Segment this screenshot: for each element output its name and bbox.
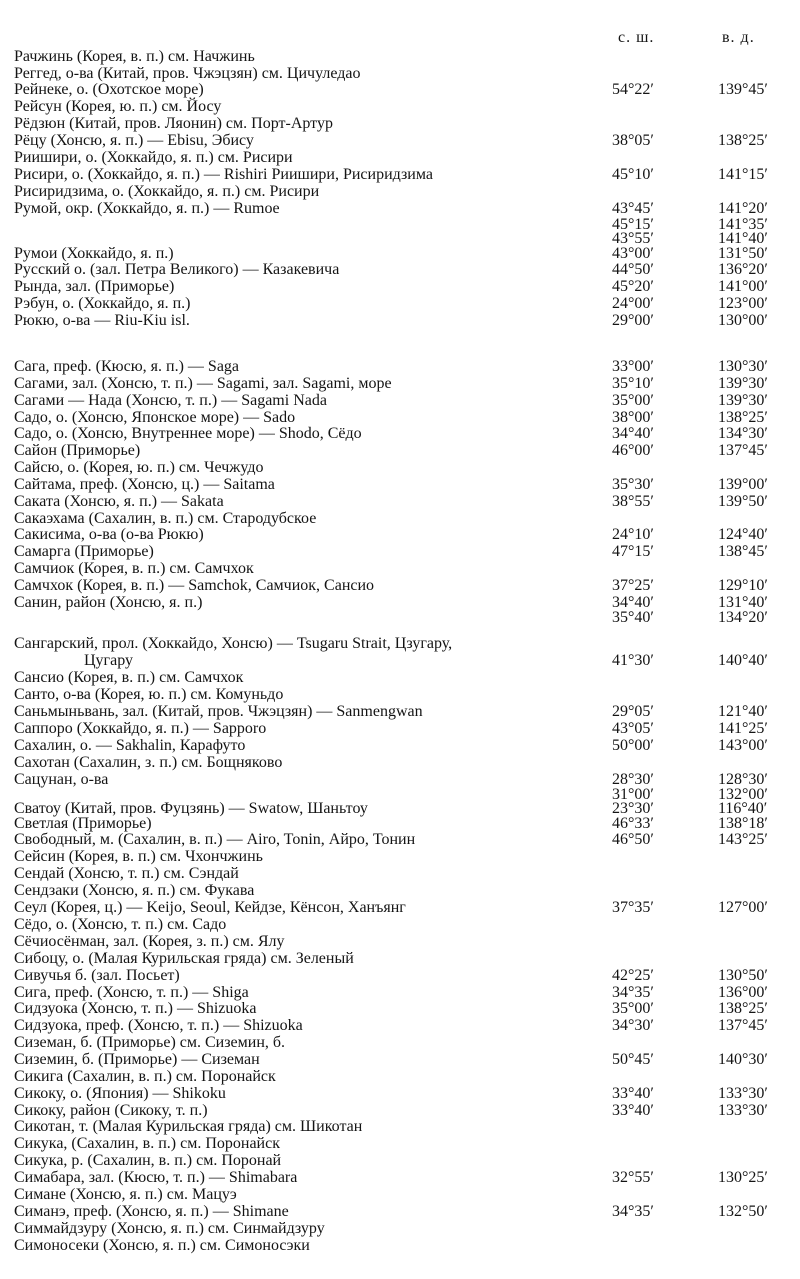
- entry-longitude: 134°20′: [718, 609, 768, 626]
- entry-longitude: 136°20′: [718, 261, 768, 278]
- entry-name: Симабара, зал. (Кюсю, т. п.) — Shimabara: [14, 1169, 298, 1186]
- gazetteer-entry: [0, 1085, 800, 1103]
- entry-latitude: 29°05′: [612, 703, 654, 720]
- entry-longitude: 131°50′: [718, 245, 768, 262]
- entry-latitude: 47°15′: [612, 543, 654, 560]
- gazetteer-entry: [0, 967, 800, 985]
- entry-latitude: 37°35′: [612, 899, 654, 916]
- gazetteer-entry: [0, 1051, 800, 1069]
- entry-longitude: 138°18′: [718, 815, 768, 832]
- gazetteer-entry: [0, 312, 800, 330]
- gazetteer-entry: [0, 1034, 800, 1052]
- entry-longitude: 130°25′: [718, 1169, 768, 1186]
- entry-name: Саппоро (Хоккайдо, я. п.) — Sapporo: [14, 720, 267, 737]
- entry-name: Сикотан, т. (Малая Курильская гряда) см. Шикотан: [14, 1118, 363, 1135]
- entry-latitude: 38°00′: [612, 409, 654, 426]
- gazetteer-entry: [0, 831, 800, 849]
- entry-longitude: 139°45′: [718, 81, 768, 98]
- entry-latitude: 46°33′: [612, 815, 654, 832]
- entry-name: Садо, о. (Хонсю, Японское море) — Sado: [14, 409, 296, 426]
- entry-name: Риишири, о. (Хоккайдо, я. п.) см. Рисири: [14, 149, 293, 166]
- entry-name: Светлая (Приморье): [14, 815, 152, 832]
- gazetteer-entry: [0, 442, 800, 460]
- entry-name: Сикига (Сахалин, в. п.) см. Поронайск: [14, 1068, 276, 1085]
- entry-longitude: 139°00′: [718, 476, 768, 493]
- entry-name: Сагами, зал. (Хонсю, т. п.) — Sagami, зал. Sagami, море: [14, 375, 392, 392]
- entry-latitude: 32°55′: [612, 1169, 654, 1186]
- entry-name: Рисири, о. (Хоккайдо, я. п.) — Rishiri Риишири, Рисиридзима: [14, 166, 433, 183]
- entry-longitude: 141°20′: [718, 200, 768, 217]
- entry-name: Симмайдзуру (Хонсю, я. п.) см. Синмайдзуру: [14, 1220, 325, 1237]
- entry-latitude: 41°30′: [612, 652, 654, 669]
- gazetteer-entry: [0, 115, 800, 133]
- entry-longitude: 138°25′: [718, 409, 768, 426]
- entry-longitude: 137°45′: [718, 1017, 768, 1034]
- gazetteer-entry: [0, 358, 800, 376]
- entry-latitude: 34°40′: [612, 594, 654, 611]
- entry-name: Рэбун, о. (Хоккайдо, я. п.): [14, 295, 191, 312]
- entry-longitude: 139°50′: [718, 493, 768, 510]
- entry-name: Сикоку, о. (Япония) — Shikoku: [14, 1085, 226, 1102]
- entry-name: Сиземан, б. (Приморье) см. Сиземин, б.: [14, 1034, 286, 1051]
- gazetteer-entry: [0, 933, 800, 951]
- entry-name: Реггед, о-ва (Китай, пров. Чжэцзян) см. Цичуледао: [14, 65, 361, 82]
- entry-longitude: 133°30′: [718, 1102, 768, 1119]
- entry-latitude: 38°55′: [612, 493, 654, 510]
- entry-longitude: 138°25′: [718, 132, 768, 149]
- entry-latitude: 35°10′: [612, 375, 654, 392]
- latitude-header: с. ш.: [618, 29, 655, 46]
- entry-name: Сайон (Приморье): [14, 442, 141, 459]
- entry-latitude: 29°00′: [612, 312, 654, 329]
- entry-longitude: 129°10′: [718, 577, 768, 594]
- gazetteer-entry: [0, 1169, 800, 1187]
- gazetteer-entry: [0, 1237, 800, 1255]
- entry-longitude: 136°00′: [718, 984, 768, 1001]
- gazetteer-entry: [0, 1068, 800, 1086]
- entry-longitude: 138°45′: [718, 543, 768, 560]
- gazetteer-entry: [0, 493, 800, 511]
- gazetteer-entry: [0, 295, 800, 313]
- gazetteer-entry: [0, 652, 800, 670]
- gazetteer-entry: [0, 476, 800, 494]
- entry-name: Рёдзюн (Китай, пров. Ляонин) см. Порт-Артур: [14, 115, 333, 132]
- gazetteer-entry: [0, 98, 800, 116]
- entry-longitude: 141°15′: [718, 166, 768, 183]
- gazetteer-entry: [0, 1220, 800, 1238]
- entry-name: Сиземин, б. (Приморье) — Сиземан: [14, 1051, 260, 1068]
- gazetteer-entry: [0, 543, 800, 561]
- entry-longitude: 128°30′: [718, 771, 768, 788]
- gazetteer-entry: [0, 1186, 800, 1204]
- entry-latitude: 35°40′: [612, 609, 654, 626]
- entry-longitude: 134°30′: [718, 425, 768, 442]
- entry-latitude: 43°45′: [612, 200, 654, 217]
- entry-latitude: 43°05′: [612, 720, 654, 737]
- entry-name: Сага, преф. (Кюсю, я. п.) — Saga: [14, 358, 240, 375]
- entry-longitude: 139°30′: [718, 375, 768, 392]
- entry-name: Симане (Хонсю, я. п.) см. Мацуэ: [14, 1186, 237, 1203]
- gazetteer-entry: [0, 950, 800, 968]
- gazetteer-entry: [0, 425, 800, 443]
- entry-latitude: 35°30′: [612, 476, 654, 493]
- entry-name: Сайтама, преф. (Хонсю, ц.) — Saitama: [14, 476, 275, 493]
- entry-latitude: 37°25′: [612, 577, 654, 594]
- entry-latitude: 50°00′: [612, 737, 654, 754]
- entry-name: Сайсю, о. (Корея, ю. п.) см. Чечжудо: [14, 459, 264, 476]
- entry-name: Румои (Хоккайдо, я. п.): [14, 245, 174, 262]
- gazetteer-entry: [0, 375, 800, 393]
- entry-longitude: 130°30′: [718, 358, 768, 375]
- entry-longitude: 143°25′: [718, 831, 768, 848]
- entry-longitude: 121°40′: [718, 703, 768, 720]
- gazetteer-entry: [0, 1203, 800, 1221]
- entry-name: Сагами — Нада (Хонсю, т. п.) — Sagami Nada: [14, 392, 327, 409]
- entry-latitude: 46°00′: [612, 442, 654, 459]
- entry-longitude: 141°40′: [718, 230, 768, 247]
- gazetteer-entry: [0, 848, 800, 866]
- entry-latitude: 43°55′: [612, 230, 654, 247]
- entry-name: Сангарский, прол. (Хоккайдо, Хонсю) — Tsugaru Strait, Цзугару,: [14, 635, 453, 652]
- entry-name: Самарга (Приморье): [14, 543, 154, 560]
- gazetteer-entry: [0, 754, 800, 772]
- entry-name: Сватоу (Китай, пров. Фуцзянь) — Swatow, Шаньтоу: [14, 800, 368, 817]
- gazetteer-entry: [0, 166, 800, 184]
- entry-name: Самчиок (Корея, в. п.) см. Самчхок: [14, 560, 254, 577]
- entry-name: Симоносеки (Хонсю, я. п.) см. Симоносэки: [14, 1237, 310, 1254]
- entry-latitude: 45°10′: [612, 166, 654, 183]
- entry-longitude: 131°40′: [718, 594, 768, 611]
- entry-name: Садо, о. (Хонсю, Внутреннее море) — Shodo, Сёдо: [14, 425, 362, 442]
- entry-longitude: 141°35′: [718, 216, 768, 233]
- entry-latitude: 24°00′: [612, 295, 654, 312]
- gazetteer-entry: [0, 686, 800, 704]
- entry-latitude: 34°30′: [612, 1017, 654, 1034]
- gazetteer-entry: [0, 132, 800, 150]
- entry-latitude: 44°50′: [612, 261, 654, 278]
- entry-name: Сикоку, район (Сикоку, т. п.): [14, 1102, 208, 1119]
- entry-latitude: 31°00′: [612, 786, 654, 803]
- entry-name: Цугару: [84, 652, 134, 669]
- entry-longitude: 123°00′: [718, 295, 768, 312]
- entry-name: Сига, преф. (Хонсю, т. п.) — Shiga: [14, 984, 249, 1001]
- entry-name: Сансио (Корея, в. п.) см. Самчхок: [14, 669, 244, 686]
- gazetteer-entry: [0, 737, 800, 755]
- entry-name: Сидзуока, преф. (Хонсю, т. п.) — Shizuoka: [14, 1017, 303, 1034]
- entry-name: Русский о. (зал. Петра Великого) — Казакевича: [14, 261, 340, 278]
- entry-name: Сибоцу, о. (Малая Курильская гряда) см. Зеленый: [14, 950, 354, 967]
- gazetteer-entry: [0, 703, 800, 721]
- gazetteer-entry: [0, 865, 800, 883]
- gazetteer-entry: [0, 577, 800, 595]
- entry-name: Рёцу (Хонсю, я. п.) — Ebisu, Эбису: [14, 132, 254, 149]
- entry-name: Сахалин, о. — Sakhalin, Карафуто: [14, 737, 246, 754]
- gazetteer-entry: [0, 183, 800, 201]
- gazetteer-entry: [0, 560, 800, 578]
- gazetteer-entry: [0, 1017, 800, 1035]
- entry-latitude: 35°00′: [612, 392, 654, 409]
- entry-name: Сакаэхама (Сахалин, в. п.) см. Стародубское: [14, 510, 317, 527]
- entry-name: Рачжинь (Корея, в. п.) см. Начжинь: [14, 48, 255, 65]
- entry-longitude: 138°25′: [718, 1000, 768, 1017]
- gazetteer-entry: [0, 48, 800, 66]
- entry-name: Свободный, м. (Сахалин, в. п.) — Airo, Tonin, Айро, Тонин: [14, 831, 416, 848]
- entry-longitude: 132°00′: [718, 786, 768, 803]
- entry-name: Сацунан, о-ва: [14, 771, 109, 788]
- gazetteer-entry: [0, 899, 800, 917]
- entry-latitude: 24°10′: [612, 526, 654, 543]
- entry-name: Санин, район (Хонсю, я. п.): [14, 594, 203, 611]
- entry-name: Рында, зал. (Приморье): [14, 278, 175, 295]
- entry-name: Сидзуока (Хонсю, т. п.) — Shizuoka: [14, 1000, 257, 1017]
- gazetteer-entry: [0, 278, 800, 296]
- entry-longitude: 141°25′: [718, 720, 768, 737]
- entry-longitude: 130°00′: [718, 312, 768, 329]
- entry-name: Рисиридзима, о. (Хоккайдо, я. п.) см. Рисири: [14, 183, 320, 200]
- entry-longitude: 139°30′: [718, 392, 768, 409]
- entry-name: Румой, окр. (Хоккайдо, я. п.) — Rumoe: [14, 200, 280, 217]
- gazetteer-entry: [0, 609, 800, 627]
- gazetteer-entry: [0, 1118, 800, 1136]
- entry-name: Сёчиосёнман, зал. (Корея, з. п.) см. Ялу: [14, 933, 285, 950]
- entry-longitude: 127°00′: [718, 899, 768, 916]
- gazetteer-entry: [0, 1000, 800, 1018]
- entry-latitude: 34°35′: [612, 1203, 654, 1220]
- gazetteer-entry: [0, 669, 800, 687]
- gazetteer-entry: [0, 149, 800, 167]
- entry-name: Сикука, (Сахалин, в. п.) см. Поронайск: [14, 1135, 280, 1152]
- entry-latitude: 28°30′: [612, 771, 654, 788]
- entry-latitude: 45°15′: [612, 216, 654, 233]
- gazetteer-entry: [0, 916, 800, 934]
- entry-latitude: 43°00′: [612, 245, 654, 262]
- entry-latitude: 35°00′: [612, 1000, 654, 1017]
- entry-latitude: 23°30′: [612, 800, 654, 817]
- entry-longitude: 132°50′: [718, 1203, 768, 1220]
- entry-name: Сивучья б. (зал. Посьет): [14, 967, 180, 984]
- entry-name: Санто, о-ва (Корея, ю. п.) см. Комуньдо: [14, 686, 284, 703]
- gazetteer-entry: [0, 720, 800, 738]
- entry-latitude: 33°40′: [612, 1085, 654, 1102]
- entry-name: Самчхок (Корея, в. п.) — Samchok, Самчиок, Сансио: [14, 577, 375, 594]
- entry-latitude: 34°35′: [612, 984, 654, 1001]
- gazetteer-entry: [0, 526, 800, 544]
- entry-longitude: 141°00′: [718, 278, 768, 295]
- entry-longitude: 143°00′: [718, 737, 768, 754]
- gazetteer-entry: [0, 1135, 800, 1153]
- entry-longitude: 124°40′: [718, 526, 768, 543]
- entry-longitude: 116°40′: [718, 800, 768, 817]
- entry-latitude: 38°05′: [612, 132, 654, 149]
- gazetteer-entry: [0, 882, 800, 900]
- gazetteer-entry: [0, 392, 800, 410]
- gazetteer-entry: [0, 635, 800, 653]
- entry-name: Сёдо, о. (Хонсю, т. п.) см. Садо: [14, 916, 227, 933]
- entry-name: Сейсин (Корея, в. п.) см. Чхончжинь: [14, 848, 263, 865]
- entry-longitude: 140°30′: [718, 1051, 768, 1068]
- entry-longitude: 140°40′: [718, 652, 768, 669]
- entry-latitude: 42°25′: [612, 967, 654, 984]
- entry-name: Саката (Хонсю, я. п.) — Sakata: [14, 493, 224, 510]
- entry-name: Сеул (Корея, ц.) — Keijo, Seoul, Кейдзе, Кёнсон, Ханъянг: [14, 899, 406, 916]
- entry-longitude: 130°50′: [718, 967, 768, 984]
- entry-name: Рейнеке, о. (Охотское море): [14, 81, 204, 98]
- longitude-header: в. д.: [722, 29, 755, 46]
- gazetteer-entry: [0, 459, 800, 477]
- entry-latitude: 33°00′: [612, 358, 654, 375]
- entry-name: Саньмыньвань, зал. (Китай, пров. Чжэцзян) — Sanmengwan: [14, 703, 423, 720]
- entry-longitude: 137°45′: [718, 442, 768, 459]
- entry-latitude: 45°20′: [612, 278, 654, 295]
- entry-latitude: 54°22′: [612, 81, 654, 98]
- gazetteer-entry: [0, 1152, 800, 1170]
- entry-latitude: 50°45′: [612, 1051, 654, 1068]
- entry-name: Сикука, р. (Сахалин, в. п.) см. Поронай: [14, 1152, 282, 1169]
- entry-name: Сахотан (Сахалин, з. п.) см. Бощняково: [14, 754, 283, 771]
- entry-latitude: 46°50′: [612, 831, 654, 848]
- entry-latitude: 33°40′: [612, 1102, 654, 1119]
- entry-name: Сендзаки (Хонсю, я. п.) см. Фукава: [14, 882, 255, 899]
- gazetteer-entry: [0, 261, 800, 279]
- entry-name: Рюкю, о-ва — Riu-Kiu isl.: [14, 312, 190, 329]
- entry-name: Сакисима, о-ва (о-ва Рюкю): [14, 526, 204, 543]
- entry-name: Симанэ, преф. (Хонсю, я. п.) — Shimane: [14, 1203, 289, 1220]
- entry-name: Сендай (Хонсю, т. п.) см. Сэндай: [14, 865, 239, 882]
- gazetteer-entry: [0, 81, 800, 99]
- entry-name: Рейсун (Корея, ю. п.) см. Йосу: [14, 98, 222, 115]
- entry-longitude: 133°30′: [718, 1085, 768, 1102]
- entry-latitude: 34°40′: [612, 425, 654, 442]
